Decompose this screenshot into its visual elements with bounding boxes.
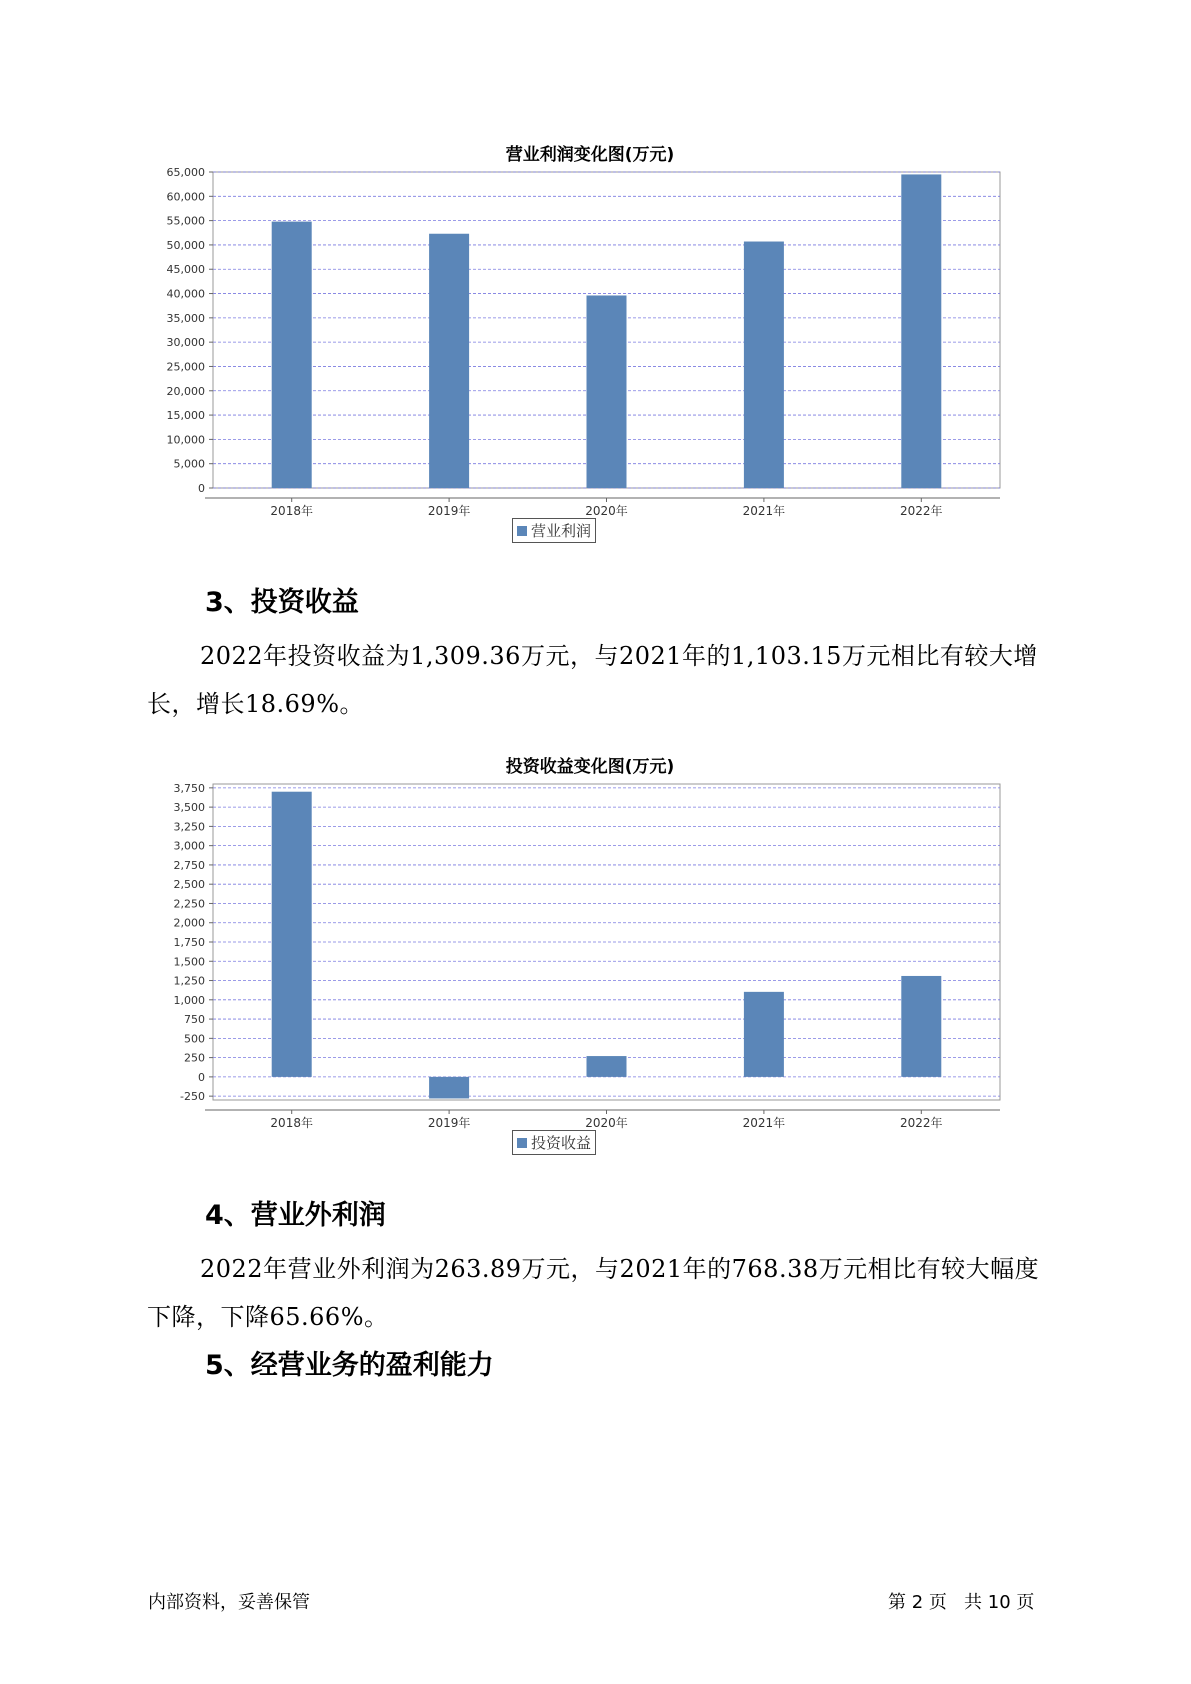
y-tick-label: 0 [198,1070,205,1084]
y-tick-label: 3,250 [173,820,205,834]
plot-frame [213,784,1000,1100]
y-tick-label: 35,000 [166,311,205,325]
y-tick-label: 0 [198,482,205,495]
legend-swatch [517,526,527,536]
legend-label: 投资收益 [531,1134,592,1152]
x-tick-label: 2021年 [742,1116,786,1130]
bar [272,222,312,488]
chart-title: 营业利润变化图(万元) [505,145,675,165]
y-tick-label: -250 [180,1090,205,1104]
section-4-heading: 4、营业外利润 [205,1200,386,1231]
investment-income-plot [150,772,1030,1162]
section-5-heading: 5、经营业务的盈利能力 [205,1350,494,1381]
y-tick-label: 2,000 [173,916,205,930]
bar [587,295,627,488]
y-tick-label: 1,000 [173,993,205,1007]
bar [901,976,941,1077]
y-tick-label: 30,000 [166,336,205,350]
y-tick-label: 2,750 [173,858,205,872]
y-tick-label: 500 [184,1032,205,1046]
chart-title: 投资收益变化图(万元) [505,757,675,777]
y-tick-label: 65,000 [166,166,205,179]
bar [429,234,469,488]
y-tick-label: 2,500 [173,878,205,892]
x-tick-label: 2019年 [427,504,471,518]
bar [901,174,941,488]
y-tick-label: 5,000 [173,457,205,471]
bar [272,792,312,1077]
chart-legend [512,518,596,543]
y-tick-label: 3,500 [173,801,205,815]
y-tick-label: 1,250 [173,974,205,988]
bar [744,242,784,488]
footer-page-number: 第 2 页 共 10 页 [888,1592,1035,1613]
section-3-paragraph: 2022年投资收益为1,309.36万元，与2021年的1,103.15万元相比有较大增长，增长18.69%。 [147,642,1038,718]
y-tick-label: 25,000 [166,360,205,374]
y-tick-label: 1,500 [173,955,205,969]
y-tick-label: 250 [184,1051,205,1065]
legend-label: 营业利润 [531,522,592,540]
y-tick-label: 45,000 [166,263,205,277]
y-tick-label: 15,000 [166,409,205,423]
y-tick-label: 3,750 [173,781,205,795]
x-tick-label: 2022年 [900,504,943,518]
y-tick-label: 50,000 [166,238,205,252]
x-tick-label: 2018年 [270,504,313,518]
section-4-paragraph: 2022年营业外利润为263.89万元，与2021年的768.38万元相比有较大幅度下降，下降65.66%。 [147,1255,1040,1331]
operating-profit-plot [150,160,1030,550]
x-tick-label: 2018年 [270,1116,313,1130]
y-tick-label: 40,000 [166,287,205,301]
x-tick-label: 2020年 [585,504,628,518]
y-tick-label: 10,000 [166,433,205,447]
y-tick-label: 20,000 [166,384,205,398]
y-tick-label: 750 [184,1013,205,1027]
y-tick-label: 2,250 [173,897,205,911]
bar [429,1077,469,1099]
investment-income-chart [150,752,1030,1162]
legend-swatch [517,1138,527,1148]
y-tick-label: 55,000 [166,214,205,228]
x-tick-label: 2020年 [585,1116,628,1130]
bar [587,1056,627,1077]
x-tick-label: 2022年 [900,1116,943,1130]
section-3-heading: 3、投资收益 [205,587,359,618]
x-tick-label: 2019年 [427,1116,471,1130]
y-tick-label: 60,000 [166,190,205,204]
operating-profit-chart [150,140,1030,550]
bar [744,992,784,1077]
chart-legend [512,1130,596,1155]
y-tick-label: 3,000 [173,839,205,853]
x-tick-label: 2021年 [742,504,786,518]
y-tick-label: 1,750 [173,936,205,949]
footer-left: 内部资料，妥善保管 [148,1592,310,1613]
